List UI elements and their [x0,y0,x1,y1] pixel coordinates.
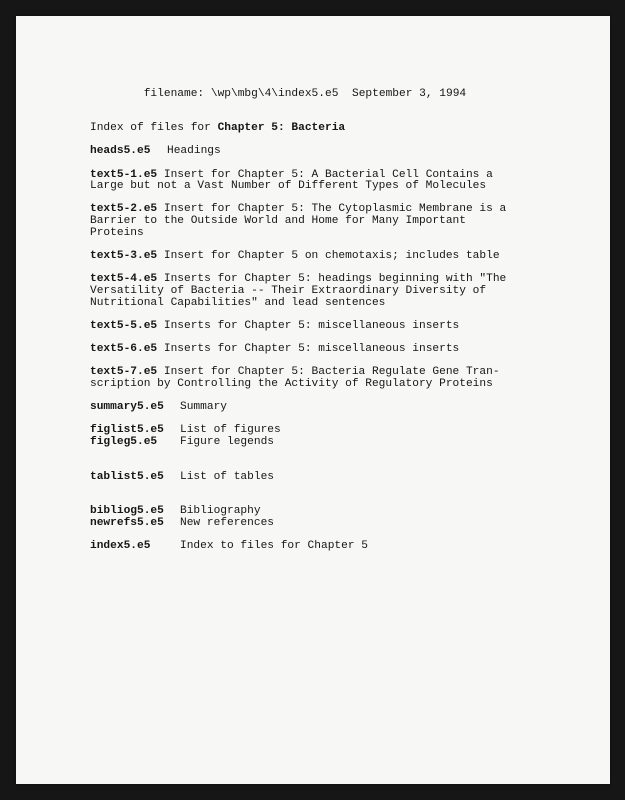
index-title [90,123,560,135]
entry-line: Inserts for Chapter 5: miscellaneous inserts [163,343,460,356]
entry-text5-5 [90,321,560,333]
entry-filename: text5-2.e5 [90,203,158,216]
entry-description: Summary [180,401,227,414]
entry-line: Insert for Chapter 5 on chemotaxis; includes table [163,250,500,263]
entry-line: Inserts for Chapter 5: miscellaneous inserts [163,319,460,332]
entry-figlist5 [90,425,560,437]
entry-line: Versatility of Bacteria -- Their Extraordinary Diversity of [90,284,487,297]
entry-description: Index to files for Chapter 5 [180,540,368,553]
entry-text5-4 [90,274,560,309]
entry-filename: bibliog5.e5 [90,505,164,518]
entry-text5-7 [90,367,560,390]
entry-line: Insert for Chapter 5: The Cytoplasmic Membrane is a [163,203,507,216]
entry-text5-2 [90,204,560,239]
entry-text5-1 [90,170,560,193]
document-date: September 3, 1994 [352,87,467,100]
entry-filename: text5-3.e5 [90,250,158,263]
entry-description: Bibliography [180,505,261,518]
entry-filename: text5-7.e5 [90,366,158,379]
filename-label: filename: \wp\mbg\4\index5.e5 [143,87,339,100]
entry-filename: summary5.e5 [90,401,164,414]
entry-line: Nutritional Capabilities" and lead sentences [90,296,386,309]
entry-summary5 [90,402,560,414]
entry-filename: text5-1.e5 [90,168,158,181]
entry-description: Headings [167,145,221,158]
entry-filename: figlist5.e5 [90,424,164,437]
header-line [90,77,560,112]
index-title-prefix: Index of files for [90,122,218,135]
entry-filename: heads5.e5 [90,145,151,158]
entry-line: Barrier to the Outside World and Home for Many Important [90,215,466,228]
entry-index5 [90,541,560,553]
entry-tablist5 [90,472,560,484]
paper-sheet [16,16,610,784]
document-body [90,77,560,553]
index-title-chapter: Chapter 5: Bacteria [217,122,346,135]
entry-description: New references [180,517,274,530]
entry-filename: text5-6.e5 [90,343,158,356]
entry-text5-6 [90,344,560,356]
entry-description: List of figures [180,424,281,437]
entry-filename: text5-5.e5 [90,319,158,332]
entry-text5-3 [90,251,560,263]
entry-filename: index5.e5 [90,540,151,553]
entry-line: Proteins [90,226,144,239]
entry-description: Figure legends [180,436,274,449]
entry-newrefs5 [90,518,560,530]
entry-filename: tablist5.e5 [90,470,164,483]
entry-filename: text5-4.e5 [90,273,158,286]
entry-line: Large but not a Vast Number of Different Types of Molecules [90,180,487,193]
entry-filename: newrefs5.e5 [90,517,164,530]
entry-description: List of tables [180,470,274,483]
entry-figleg5 [90,437,560,449]
entry-line: Insert for Chapter 5: Bacteria Regulate Gene Tran- [163,366,500,379]
entry-line: Insert for Chapter 5: A Bacterial Cell Contains a [163,168,493,181]
entry-filename: figleg5.e5 [90,436,158,449]
entry-heads5 [90,146,560,158]
entry-line: scription by Controlling the Activity of Regulatory Proteins [90,377,493,390]
entry-line: Inserts for Chapter 5: headings beginning with "The [163,273,507,286]
